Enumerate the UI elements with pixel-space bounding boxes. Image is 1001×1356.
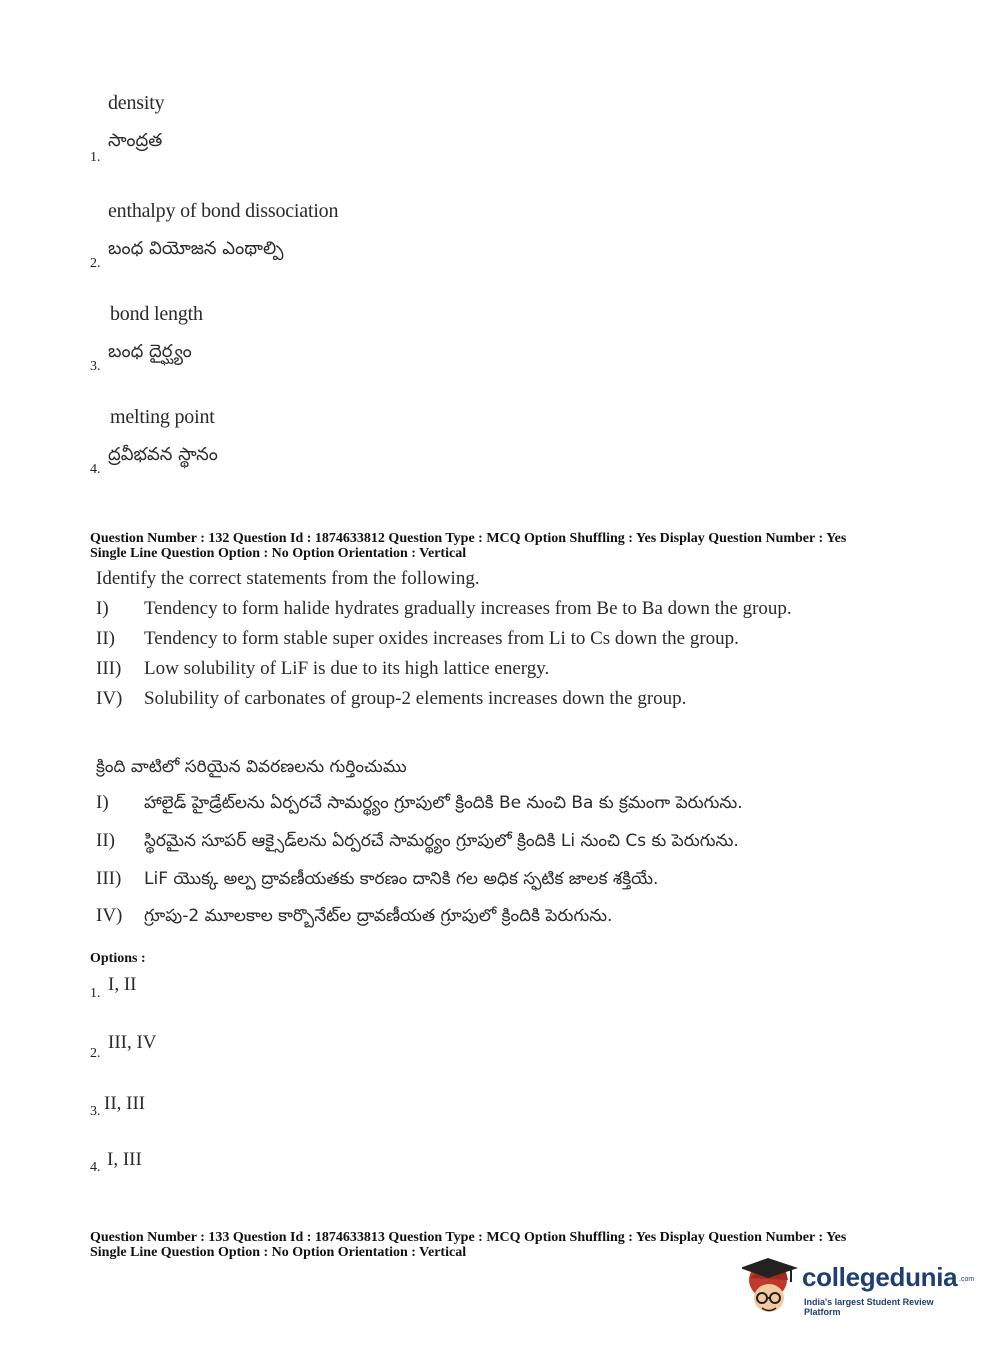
statement-text: స్థిరమైన సూపర్ ఆక్సైడ్‌లను ఏర్పరచే సామర్థ్యం గ్రూపులో క్రిందికి Li నుంచి Cs కు పెరుగును. xyxy=(144,831,739,851)
roman-numeral: II) xyxy=(96,830,115,851)
q132-stem-te: క్రింది వాటిలో సరియైన వివరణలను గుర్తించుము xyxy=(96,757,407,777)
prev-option-4-te: ద్రవీభవన స్థానం xyxy=(108,444,218,465)
option-text: I, III xyxy=(107,1149,142,1170)
q133-meta-line-2: Single Line Question Option : No Option Orientation : Vertical xyxy=(90,1245,467,1260)
statement-text: గ్రూపు-2 మూలకాల కార్బొనేట్‌ల ద్రావణీయత గ్రూపులో క్రిందికి పెరుగును. xyxy=(144,906,613,926)
q132-statement-en-4 xyxy=(96,688,686,710)
brand-name: collegedunia xyxy=(802,1262,958,1292)
prev-option-4-number: 4. xyxy=(90,462,101,477)
prev-option-3-en: bond length xyxy=(110,303,203,325)
q132-statement-en-1 xyxy=(96,598,792,620)
statement-text: Tendency to form halide hydrates gradually increases from Be to Ba down the group. xyxy=(144,598,792,619)
statement-text: Low solubility of LiF is due to its high lattice energy. xyxy=(144,658,550,679)
q132-statement-te-2 xyxy=(96,830,739,855)
roman-numeral: III) xyxy=(96,868,122,889)
prev-option-3-number: 3. xyxy=(90,359,101,374)
q132-statement-te-3 xyxy=(96,868,658,893)
prev-option-2-te: బంధ వియోజన ఎంథాల్పి xyxy=(108,238,284,259)
statement-text: LiF యొక్క అల్ప ద్రావణీయతకు కారణం దానికి గల అధిక స్ఫటిక జాలక శక్తియే. xyxy=(144,869,659,889)
prev-option-3-te: బంధ దైర్ఘ్యం xyxy=(108,341,192,362)
option-number: 1. xyxy=(90,986,101,1001)
prev-option-2-number: 2. xyxy=(90,256,101,271)
option-text: II, III xyxy=(104,1093,146,1114)
option-number: 3. xyxy=(90,1104,101,1119)
q133-meta-line-1: Question Number : 133 Question Id : 1874633813 Question Type : MCQ Option Shuffling : Yes Display Question Number : Yes xyxy=(90,1230,847,1245)
q132-statement-te-4 xyxy=(96,905,612,930)
q132-statement-te-1 xyxy=(96,792,743,817)
roman-numeral: III) xyxy=(96,658,122,679)
prev-option-2-en: enthalpy of bond dissociation xyxy=(108,200,339,222)
statement-text: హాలైడ్ హైడ్రేట్‌లను ఏర్పరచే సామర్థ్యం గ్రూపులో క్రిందికి Be నుంచి Ba కు క్రమంగా పెరుగును. xyxy=(144,793,743,813)
roman-numeral: IV) xyxy=(96,905,123,926)
student-mascot-icon xyxy=(742,1256,800,1316)
brand-tagline: India's largest Student Review Platform xyxy=(804,1297,934,1317)
q132-statement-en-3 xyxy=(96,658,549,680)
roman-numeral: II) xyxy=(96,628,115,649)
prev-option-1-number: 1. xyxy=(90,150,101,165)
option-number: 2. xyxy=(90,1046,101,1061)
q132-options-label: Options : xyxy=(90,951,146,966)
q132-statement-en-2 xyxy=(96,628,739,650)
collegedunia-watermark xyxy=(742,1252,975,1318)
roman-numeral: I) xyxy=(96,598,109,619)
q132-meta-line-2: Single Line Question Option : No Option Orientation : Vertical xyxy=(90,546,467,561)
q132-stem-en: Identify the correct statements from the following. xyxy=(96,568,480,589)
brand-dotcom: .com xyxy=(959,1276,975,1283)
statement-text: Solubility of carbonates of group-2 elements increases down the group. xyxy=(144,688,687,709)
option-number: 4. xyxy=(90,1160,101,1175)
option-text: III, IV xyxy=(108,1032,157,1053)
roman-numeral: I) xyxy=(96,792,109,813)
prev-option-4-en: melting point xyxy=(110,406,215,428)
prev-option-1-en: density xyxy=(108,92,165,114)
q132-meta-line-1: Question Number : 132 Question Id : 1874633812 Question Type : MCQ Option Shuffling : Yes Display Question Number : Yes xyxy=(90,531,847,546)
prev-option-1-te: సాంద్రత xyxy=(108,130,163,151)
roman-numeral: IV) xyxy=(96,688,123,709)
option-text: I, II xyxy=(108,974,137,995)
statement-text: Tendency to form stable super oxides increases from Li to Cs down the group. xyxy=(144,628,739,649)
